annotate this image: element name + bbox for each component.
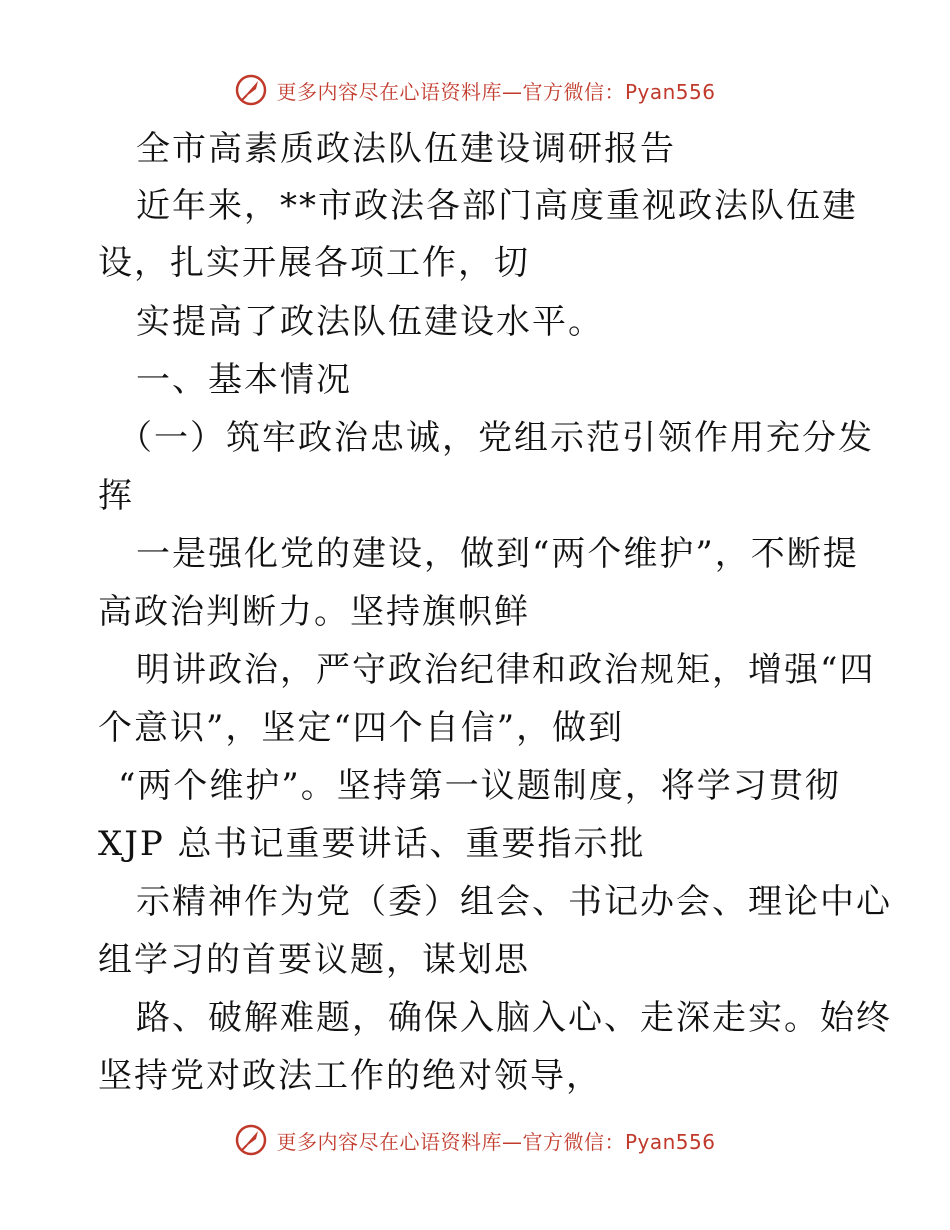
footer-watermark [0, 1120, 950, 1160]
paragraph-line: 个意识”，坚定“四个自信”，做到 [98, 708, 625, 748]
paragraph-line: 实提高了政法队伍建设水平。 [136, 302, 604, 342]
watermark-text: 更多内容尽在心语资料库—官方微信：Pyan556 [276, 79, 716, 104]
paragraph-line: 挥 [98, 476, 134, 516]
quill-seal-icon [234, 1123, 268, 1157]
paragraph-line: 路、破解难题，确保入脑入心、走深走实。始终 [136, 998, 892, 1038]
header-watermark [0, 70, 950, 110]
paragraph-line: 组学习的首要议题，谋划思 [98, 940, 530, 980]
paragraph-line: 设，扎实开展各项工作，切 [98, 243, 530, 283]
paragraph-line: 近年来，**市政法各部门高度重视政法队伍建 [136, 186, 858, 226]
paragraph-line: 示精神作为党（委）组会、书记办会、理论中心 [136, 882, 892, 922]
section-heading: 一、基本情况 [136, 360, 352, 400]
quill-seal-icon [234, 73, 268, 107]
document-title: 全市高素质政法队伍建设调研报告 [136, 129, 676, 169]
paragraph-line: XJP 总书记重要讲话、重要指示批 [98, 824, 646, 864]
paragraph-line: 明讲政治，严守政治纪律和政治规矩，增强“四 [136, 650, 876, 690]
paragraph-line: “两个维护”。坚持第一议题制度，将学习贯彻 [118, 766, 841, 806]
paragraph-line: 高政治判断力。坚持旗帜鲜 [98, 592, 530, 632]
paragraph-line: 一是强化党的建设，做到“两个维护”，不断提 [136, 534, 859, 574]
paragraph-line: 坚持党对政法工作的绝对领导， [98, 1056, 602, 1096]
subsection-heading: （一）筑牢政治忠诚，党组示范引领作用充分发 [118, 418, 874, 458]
watermark-text: 更多内容尽在心语资料库—官方微信：Pyan556 [276, 1129, 716, 1154]
